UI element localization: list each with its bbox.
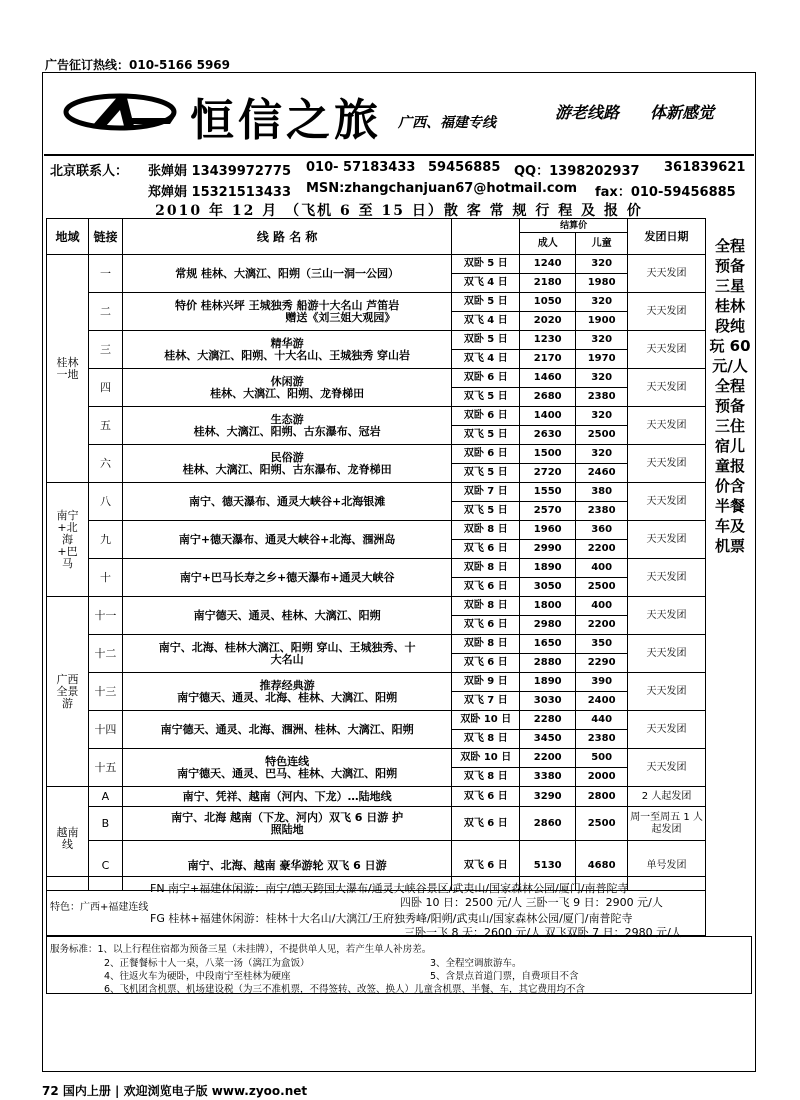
table-row: [47, 711, 706, 730]
route-number: 二: [88, 293, 122, 331]
child-price: 2460: [576, 464, 628, 483]
route-line: 南宁德天、通灵、桂林、大漓江、阳朔: [193, 608, 381, 622]
travel-mode: 双卧 7 日: [452, 483, 520, 502]
travel-mode: 双飞 5 日: [452, 464, 520, 483]
route-name: [122, 635, 451, 673]
departure-schedule: 天天发团: [628, 559, 706, 597]
price-table: [46, 218, 706, 891]
table-row: [47, 673, 706, 692]
adult-price: 1050: [520, 293, 576, 312]
adult-price: 2170: [520, 350, 576, 369]
route-line: 生态游: [270, 412, 304, 426]
company-logo-icon: [62, 88, 182, 132]
slogan-2: 体新感觉: [650, 103, 715, 122]
contact-fax: fax：010-59456885: [595, 185, 736, 200]
route-line: 照陆地: [270, 822, 304, 836]
child-price: 2380: [576, 388, 628, 407]
travel-mode: 双飞 6 日: [452, 578, 520, 597]
departure-schedule: 天天发团: [628, 521, 706, 559]
contact-label: 北京联系人：: [50, 164, 129, 179]
child-price: 1980: [576, 274, 628, 293]
child-price: 2400: [576, 692, 628, 711]
child-price: 4680: [576, 841, 628, 891]
route-name: [122, 293, 451, 331]
child-price: 2380: [576, 502, 628, 521]
adult-price: 2020: [520, 312, 576, 331]
schedule-title: 2010 年 12 月 （飞机 6 至 15 日）散 客 常 规 行 程 及 报 价: [155, 203, 643, 219]
route-line: 休闲游: [270, 374, 304, 388]
service-4: 4、往返火车为硬卧，中段南宁至桂林为硬座: [104, 971, 291, 982]
departure-schedule: 天天发团: [628, 673, 706, 711]
child-price: 2500: [576, 807, 628, 841]
route-line: 常规 桂林、大漓江、阳朔（三山一洞一公园）: [175, 266, 400, 280]
adult-price: 2630: [520, 426, 576, 445]
table-row: [47, 807, 706, 841]
departure-schedule: 天天发团: [628, 635, 706, 673]
departure-schedule: 周一至周五 1 人起发团: [628, 807, 706, 841]
child-price: 2290: [576, 654, 628, 673]
header-child: 儿童: [576, 233, 628, 255]
departure-schedule: 天天发团: [628, 369, 706, 407]
adult-price: 2860: [520, 807, 576, 841]
child-price: 1900: [576, 312, 628, 331]
page-footer: 72 国内上册 | 欢迎浏览电子版 www.zyoo.net: [42, 1084, 308, 1098]
adult-price: 2570: [520, 502, 576, 521]
route-name: [122, 597, 451, 635]
price-table-body: [47, 255, 706, 891]
table-row: [47, 445, 706, 464]
route-name: [122, 559, 451, 597]
route-name: [122, 369, 451, 407]
travel-mode: 双卧 10 日: [452, 711, 520, 730]
table-row: [47, 787, 706, 807]
region-name: [47, 787, 89, 891]
route-number: 十三: [88, 673, 122, 711]
travel-mode: 双卧 5 日: [452, 293, 520, 312]
contact-tel-2: 59456885: [428, 160, 501, 175]
adult-price: 2990: [520, 540, 576, 559]
adult-price: 2200: [520, 749, 576, 768]
table-row: [47, 255, 706, 274]
table-row: [47, 521, 706, 540]
departure-schedule: 天天发团: [628, 711, 706, 749]
package-fg-prices: 三卧一飞 8 天：2600 元/人 双飞双卧 7 日：2980 元/人: [404, 926, 682, 939]
adult-price: 3380: [520, 768, 576, 787]
travel-mode: 双飞 6 日: [452, 616, 520, 635]
route-name: [122, 407, 451, 445]
adult-price: 2180: [520, 274, 576, 293]
route-line: 桂林、大漓江、阳朔、古东瀑布、龙脊梯田: [182, 462, 392, 476]
table-row: [47, 749, 706, 768]
service-2: 2、正餐餐标十人一桌，八菜一汤（漓江为盒饭）: [104, 958, 310, 969]
child-price: 1970: [576, 350, 628, 369]
package-fn-prices: 四卧 10 日：2500 元/人 三卧一飞 9 日：2900 元/人: [400, 896, 663, 909]
adult-price: 1650: [520, 635, 576, 654]
package-fg-route: FG 桂林+福建休闲游：桂林十大名山/大漓江/王府独秀峰/阳朔/武夷山/国家森林公园/厦门/南普陀寺: [150, 912, 633, 925]
departure-schedule: 天天发团: [628, 331, 706, 369]
travel-mode: 双飞 6 日: [452, 787, 520, 807]
route-line: 南宁+德天瀑布、通灵大峡谷+北海、涠洲岛: [178, 532, 396, 546]
child-price: 2200: [576, 616, 628, 635]
child-price: 320: [576, 293, 628, 312]
route-line: 民俗游: [270, 450, 304, 464]
child-price: 2380: [576, 730, 628, 749]
route-number: 三: [88, 331, 122, 369]
route-name: [122, 711, 451, 749]
table-row: [47, 293, 706, 312]
route-number: 六: [88, 445, 122, 483]
route-number: C: [88, 841, 122, 891]
travel-mode: 双飞 5 日: [452, 388, 520, 407]
header-mode-blank: [452, 219, 520, 255]
adult-price: 2280: [520, 711, 576, 730]
adult-price: 2680: [520, 388, 576, 407]
route-name: [122, 255, 451, 293]
route-number: 十一: [88, 597, 122, 635]
adult-price: 3290: [520, 787, 576, 807]
route-name: [122, 445, 451, 483]
adult-price: 1240: [520, 255, 576, 274]
travel-mode: 双飞 6 日: [452, 841, 520, 891]
route-line: 南宁、德天瀑布、通灵大峡谷+北海银滩: [189, 494, 386, 508]
departure-schedule: 天天发团: [628, 293, 706, 331]
travel-mode: 双卧 6 日: [452, 445, 520, 464]
route-number: 十五: [88, 749, 122, 787]
travel-mode: 双飞 5 日: [452, 502, 520, 521]
travel-mode: 双飞 6 日: [452, 654, 520, 673]
travel-mode: 双卧 6 日: [452, 369, 520, 388]
travel-mode: 双飞 8 日: [452, 730, 520, 749]
route-line: 南宁、凭祥、越南（河内、下龙）…陆地线: [182, 789, 392, 803]
travel-mode: 双卧 5 日: [452, 255, 520, 274]
package-fn-route: FN 南宁+福建休闲游：南宁/德天跨国大瀑布/通灵大峡谷景区/武夷山/国家森林公园/厦门/南普陀寺: [150, 882, 629, 895]
departure-schedule: 天天发团: [628, 483, 706, 521]
travel-mode: 双卧 8 日: [452, 635, 520, 654]
brand-name: 恒信之旅: [190, 95, 382, 146]
contact-phone-1: 张婵娟 13439972775: [148, 164, 292, 179]
route-line: 赠送《刘三姐大观园》: [285, 310, 396, 324]
adult-price: 1230: [520, 331, 576, 350]
table-row: [47, 369, 706, 388]
route-line: 桂林、大漓江、阳朔、古东瀑布、冠岩: [193, 424, 381, 438]
table-row: [47, 597, 706, 616]
travel-mode: 双卧 8 日: [452, 521, 520, 540]
travel-mode: 双飞 8 日: [452, 768, 520, 787]
route-line: 南宁、北海 越南（下龙、河内）双飞 6 日游 护: [171, 810, 404, 824]
child-price: 2800: [576, 787, 628, 807]
route-line: 南宁德天、通灵、北海、涠洲、桂林、大漓江、阳朔: [160, 722, 414, 736]
route-line: 桂林、大漓江、阳朔、十大名山、王城独秀 穿山岩: [164, 348, 411, 362]
child-price: 400: [576, 597, 628, 616]
adult-price: 5130: [520, 841, 576, 891]
region-name: [47, 483, 89, 597]
child-price: 320: [576, 407, 628, 426]
region-label: 广西全景游: [56, 672, 79, 710]
child-price: 380: [576, 483, 628, 502]
travel-mode: 双卧 9 日: [452, 673, 520, 692]
departure-schedule: 天天发团: [628, 749, 706, 787]
route-line: 推荐经典游: [259, 678, 315, 692]
travel-mode: 双卧 6 日: [452, 407, 520, 426]
route-number: 五: [88, 407, 122, 445]
header-price: 结算价: [520, 219, 628, 233]
travel-mode: 双卧 10 日: [452, 749, 520, 768]
contact-msn: MSN:zhangchanjuan67@hotmail.com: [306, 181, 578, 196]
travel-mode: 双飞 4 日: [452, 350, 520, 369]
region-name: [47, 597, 89, 787]
travel-mode: 双卧 5 日: [452, 331, 520, 350]
route-name: [122, 483, 451, 521]
adult-price: 3050: [520, 578, 576, 597]
travel-mode: 双飞 6 日: [452, 807, 520, 841]
route-line: 南宁德天、通灵、巴马、桂林、大漓江、阳朔: [177, 766, 398, 780]
adult-price: 1890: [520, 673, 576, 692]
route-number: 十: [88, 559, 122, 597]
departure-schedule: 天天发团: [628, 255, 706, 293]
travel-mode: 双飞 4 日: [452, 312, 520, 331]
region-name: [47, 255, 89, 483]
table-row: [47, 331, 706, 350]
route-number: 十四: [88, 711, 122, 749]
travel-mode: 双飞 6 日: [452, 540, 520, 559]
table-row: [47, 559, 706, 578]
adult-price: 2720: [520, 464, 576, 483]
child-price: 500: [576, 749, 628, 768]
adult-price: 1400: [520, 407, 576, 426]
departure-schedule: 单号发团: [628, 841, 706, 891]
route-line: 特色连线: [265, 754, 310, 768]
child-price: 350: [576, 635, 628, 654]
brand-subtitle: 广西、福建专线: [398, 115, 496, 131]
special-label: 特色：广西+福建连线: [50, 902, 149, 913]
service-6: 6、飞机团含机票、机场建设税（为三不准机票，不得签转、改签、换人）儿童含机票、半餐、车，其它费用均不含: [104, 984, 586, 995]
route-number: A: [88, 787, 122, 807]
contact-phone-2: 郑婵娟 15321513433: [148, 185, 292, 200]
contact-qq: QQ：1398202937: [514, 164, 640, 179]
adult-price: 2880: [520, 654, 576, 673]
route-name: [122, 787, 451, 807]
slogan-1: 游老线路: [555, 103, 620, 122]
route-line: 特价 桂林兴坪 王城独秀 船游十大名山 芦笛岩: [174, 298, 400, 312]
adult-price: 3030: [520, 692, 576, 711]
table-row: [47, 407, 706, 426]
travel-mode: 双飞 5 日: [452, 426, 520, 445]
header-adult: 成人: [520, 233, 576, 255]
header-link: 链接: [88, 219, 122, 255]
child-price: 320: [576, 445, 628, 464]
departure-schedule: 天天发团: [628, 407, 706, 445]
table-row: [47, 635, 706, 654]
child-price: 2000: [576, 768, 628, 787]
departure-schedule: 天天发团: [628, 445, 706, 483]
region-label: 桂林一地: [56, 355, 79, 381]
adult-price: 1800: [520, 597, 576, 616]
route-line: 南宁德天、通灵、北海、桂林、大漓江、阳朔: [177, 690, 398, 704]
child-price: 360: [576, 521, 628, 540]
route-name: [122, 673, 451, 711]
travel-mode: 双卧 8 日: [452, 597, 520, 616]
header-route: 线 路 名 称: [122, 219, 451, 255]
route-name: [122, 749, 451, 787]
service-5: 5、含景点首道门票，自费项目不含: [430, 971, 579, 982]
travel-mode: 双飞 7 日: [452, 692, 520, 711]
region-label: 越南线: [56, 825, 79, 851]
service-3: 3、全程空调旅游车。: [430, 958, 522, 969]
route-name: [122, 331, 451, 369]
adult-price: 2980: [520, 616, 576, 635]
contact-qq-2: 361839621: [664, 160, 746, 175]
route-name: [122, 807, 451, 841]
adult-price: 1890: [520, 559, 576, 578]
route-line: 桂林、大漓江、阳朔、龙脊梯田: [210, 386, 365, 400]
route-number: 十二: [88, 635, 122, 673]
table-row: [47, 483, 706, 502]
child-price: 390: [576, 673, 628, 692]
route-number: 四: [88, 369, 122, 407]
adult-price: 1460: [520, 369, 576, 388]
child-price: 2500: [576, 426, 628, 445]
header-depart: 发团日期: [628, 219, 706, 255]
travel-mode: 双飞 4 日: [452, 274, 520, 293]
departure-schedule: 2 人起发团: [628, 787, 706, 807]
route-line: 南宁+巴马长寿之乡+德天瀑布+通灵大峡谷: [179, 570, 395, 584]
region-label: 南宁+北海+巴马: [56, 508, 79, 570]
child-price: 320: [576, 369, 628, 388]
route-number: B: [88, 807, 122, 841]
header-region: 地域: [47, 219, 89, 255]
route-line: 精华游: [270, 336, 304, 350]
adult-price: 1550: [520, 483, 576, 502]
side-notes: 全程预备三星 桂林段纯玩 60 元/人 全程预备三住宿儿童报价含半餐车及机票: [709, 237, 751, 555]
route-number: 八: [88, 483, 122, 521]
service-1: 服务标准：1、以上行程住宿都为预备三星（未挂牌），不提供单人见，若产生单人补房差。: [50, 944, 432, 955]
child-price: 2200: [576, 540, 628, 559]
route-line: 大名山: [270, 652, 304, 666]
child-price: 400: [576, 559, 628, 578]
child-price: 440: [576, 711, 628, 730]
route-line: 南宁、北海、桂林大漓江、阳朔 穿山、王城独秀、十: [158, 640, 416, 654]
child-price: 320: [576, 255, 628, 274]
adult-price: 1500: [520, 445, 576, 464]
child-price: 320: [576, 331, 628, 350]
child-price: 2500: [576, 578, 628, 597]
ad-hotline: 广告征订热线：010-5166 5969: [45, 58, 231, 72]
contact-tel: 010- 57183433: [306, 160, 416, 175]
route-name: [122, 521, 451, 559]
route-number: 九: [88, 521, 122, 559]
route-number: 一: [88, 255, 122, 293]
departure-schedule: 天天发团: [628, 597, 706, 635]
travel-mode: 双卧 8 日: [452, 559, 520, 578]
route-line: 南宁、北海、越南 豪华游轮 双飞 6 日游: [187, 858, 387, 872]
adult-price: 3450: [520, 730, 576, 749]
adult-price: 1960: [520, 521, 576, 540]
